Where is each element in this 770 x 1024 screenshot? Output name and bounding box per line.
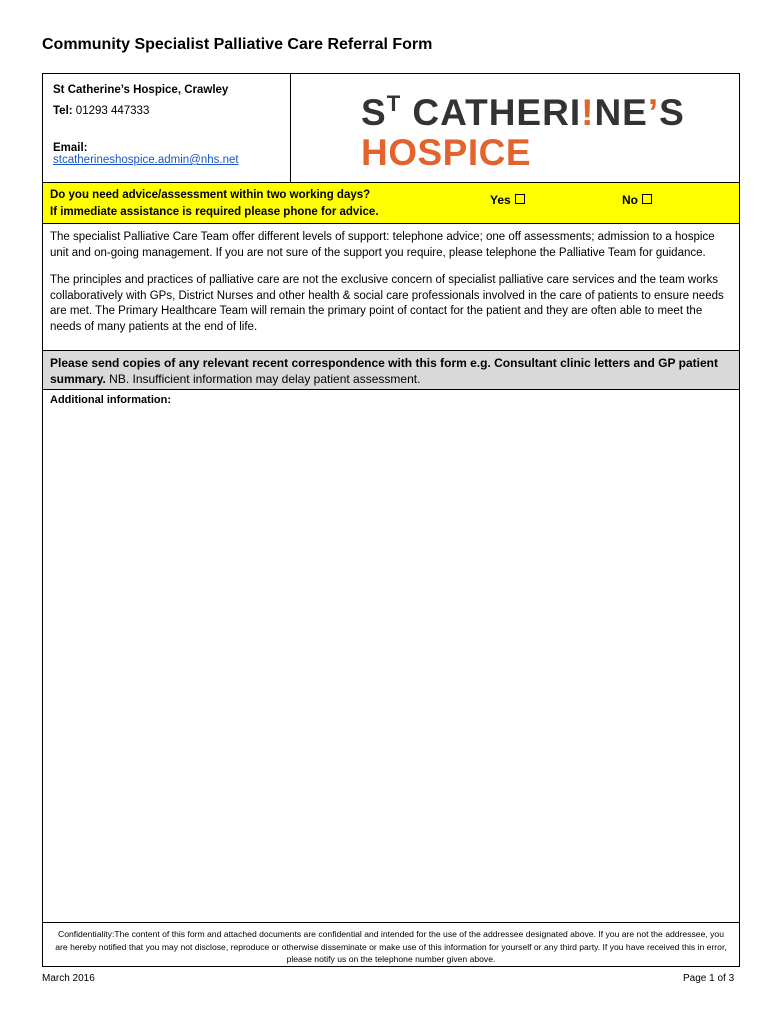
- correspondence-instruction: Please send copies of any relevant recent correspondence with this form e.g. Consultant clinic letters and GP patient summary.: [50, 356, 718, 386]
- urgent-question-line-2: If immediate assistance is required please phone for advice.: [50, 206, 379, 218]
- information-section: [43, 224, 739, 351]
- telephone-label: Tel:: [53, 105, 73, 117]
- form-title: Community Specialist Palliative Care Referral Form: [42, 36, 433, 53]
- hospice-name: St Catherine’s Hospice, Crawley: [53, 84, 229, 96]
- form-frame: [42, 73, 740, 967]
- yes-option: [490, 193, 525, 207]
- email-link[interactable]: stcatherineshospice.admin@nhs.net: [53, 154, 239, 166]
- confidentiality-notice: Confidentiality:The content of this form and attached documents are confidential and intended for the use of the addressee designated above. If you are not the addressee, you are hereby notified that you may not disclose, reproduce or otherwise disseminate or make use of this information for yourself or any third party. If you have received this in error, please notify us on the telephone number given above.: [55, 929, 727, 964]
- info-paragraph-2: The principles and practices of palliative care are not the exclusive concern of specialist palliative care services and the team works collaboratively with GPs, District Nurses and other health & social care professionals involved in the care of patients to ensure needs are met. The Primary Healthcare Team will remain the primary point of contact for the patient and they are often able to meet the needs of many patients at the end of life.: [50, 274, 724, 333]
- correspondence-row: [43, 351, 739, 390]
- yes-label: Yes: [490, 193, 511, 207]
- info-paragraph-1: The specialist Palliative Care Team offer different levels of support: telephone advice; one off assessments; admission to a hospice unit and on-going management. If you are not sure of the support you require, please telephone the Palliative Team for guidance.: [50, 231, 715, 259]
- telephone-line: [53, 105, 280, 117]
- hospice-logo: [361, 84, 721, 174]
- header-row: [43, 74, 739, 183]
- email-label: Email:: [53, 142, 88, 154]
- urgent-assessment-row: [43, 183, 739, 224]
- yes-checkbox[interactable]: [515, 194, 525, 204]
- logo-line-2: HOSPICE: [361, 132, 532, 173]
- no-label: No: [622, 193, 638, 207]
- additional-information-field[interactable]: [43, 390, 739, 923]
- additional-information-label: Additional information:: [50, 394, 171, 406]
- no-option: [622, 193, 652, 207]
- telephone-number: 01293 447333: [75, 105, 150, 117]
- correspondence-note: NB. Insufficient information may delay patient assessment.: [105, 372, 421, 386]
- footer-page-number: Page 1 of 3: [683, 973, 735, 984]
- no-checkbox[interactable]: [642, 194, 652, 204]
- logo-line-1: $S^T$ CATHERI!NE’S: [361, 91, 685, 133]
- urgent-question: [50, 187, 379, 221]
- urgent-question-line-1: Do you need advice/assessment within two working days?: [50, 189, 371, 201]
- footer-date: March 2016: [42, 973, 95, 984]
- contact-block: [43, 74, 291, 182]
